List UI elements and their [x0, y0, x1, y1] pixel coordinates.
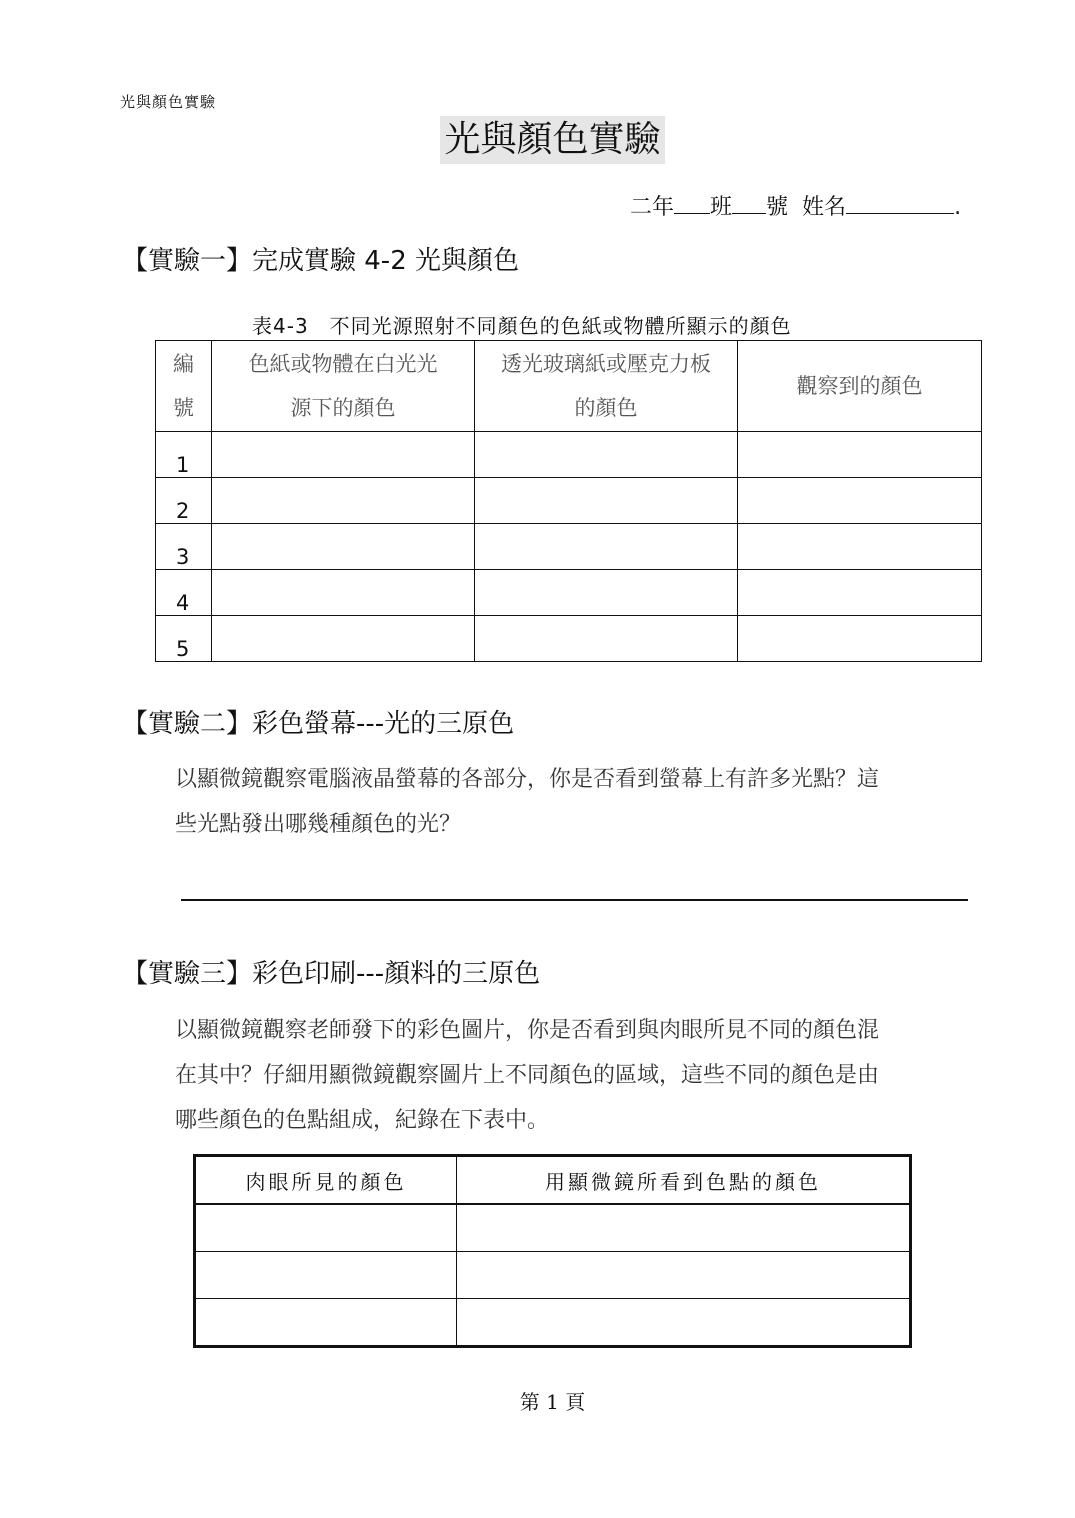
header-cell-observed-color: 觀察到的顏色	[738, 341, 982, 432]
answer-cell[interactable]	[457, 1299, 911, 1347]
document-title: 光與顏色實驗	[440, 116, 664, 164]
answer-cell[interactable]	[195, 1299, 457, 1347]
grade-label: 二年	[630, 195, 675, 220]
color-dot-table	[193, 1154, 912, 1348]
experiment-2-heading: 【實驗二】彩色螢幕---光的三原色	[122, 709, 515, 739]
table-4-3-caption: 表4-3 不同光源照射不同顏色的色紙或物體所顯示的顏色	[252, 314, 792, 338]
number-blank[interactable]	[732, 191, 766, 214]
table-row	[195, 1299, 911, 1347]
answer-line[interactable]	[181, 899, 968, 901]
table-header-row	[156, 341, 982, 432]
question-line: 哪些顏色的色點組成，紀錄在下表中。	[175, 1108, 550, 1133]
answer-cell[interactable]	[195, 1252, 457, 1299]
header-cell-naked-eye-color: 肉眼所見的顏色	[195, 1156, 457, 1205]
row-number: 2	[156, 478, 212, 524]
answer-cell[interactable]	[212, 432, 475, 478]
question-line: 些光點發出哪幾種顏色的光？	[175, 812, 462, 837]
table-row	[156, 524, 982, 570]
table-row	[156, 432, 982, 478]
answer-cell[interactable]	[195, 1204, 457, 1252]
row-number: 1	[156, 432, 212, 478]
table-row	[195, 1204, 911, 1252]
student-info-line	[630, 190, 961, 221]
answer-cell[interactable]	[475, 616, 738, 662]
experiment-3-heading: 【實驗三】彩色印刷---顏料的三原色	[122, 959, 541, 989]
answer-cell[interactable]	[738, 616, 982, 662]
row-number: 3	[156, 524, 212, 570]
table-4-3	[155, 340, 982, 662]
answer-cell[interactable]	[475, 524, 738, 570]
table-row	[156, 616, 982, 662]
row-number: 5	[156, 616, 212, 662]
answer-cell[interactable]	[212, 570, 475, 616]
answer-cell[interactable]	[738, 570, 982, 616]
table-row	[156, 478, 982, 524]
answer-cell[interactable]	[738, 432, 982, 478]
answer-cell[interactable]	[212, 616, 475, 662]
class-label: 班	[710, 195, 733, 220]
table-row	[195, 1252, 911, 1299]
answer-cell[interactable]	[212, 478, 475, 524]
answer-cell[interactable]	[475, 570, 738, 616]
table-header-row	[195, 1156, 911, 1205]
answer-cell[interactable]	[475, 432, 738, 478]
header-cell-white-light-color: 色紙或物體在白光光 源下的顏色	[212, 341, 475, 432]
row-number: 4	[156, 570, 212, 616]
page-number: 第 1 頁	[519, 1390, 586, 1414]
question-line: 以顯微鏡觀察老師發下的彩色圖片，你是否看到與肉眼所見不同的顏色混	[175, 1018, 880, 1043]
answer-cell[interactable]	[457, 1252, 911, 1299]
document-title-container	[0, 116, 1075, 164]
experiment-3-question	[175, 1008, 1005, 1143]
answer-cell[interactable]	[212, 524, 475, 570]
table-row	[156, 570, 982, 616]
name-blank[interactable]	[846, 191, 954, 214]
header-cell-filter-color: 透光玻璃紙或壓克力板 的顏色	[475, 341, 738, 432]
question-line: 以顯微鏡觀察電腦液晶螢幕的各部分，你是否看到螢幕上有許多光點？這	[175, 767, 880, 792]
running-header: 光與顏色實驗	[120, 93, 217, 111]
experiment-2-question	[175, 757, 1005, 847]
question-line: 在其中？仔細用顯微鏡觀察圖片上不同顏色的區域，這些不同的顏色是由	[175, 1063, 880, 1088]
answer-cell[interactable]	[738, 524, 982, 570]
name-label: 姓名	[802, 195, 847, 220]
name-line-end: .	[954, 195, 962, 220]
header-cell-number: 編 號	[156, 341, 212, 432]
header-cell-microscope-dot-color: 用顯微鏡所看到色點的顏色	[457, 1156, 911, 1205]
number-label: 號	[766, 195, 789, 220]
answer-cell[interactable]	[457, 1204, 911, 1252]
experiment-1-heading: 【實驗一】完成實驗 4-2 光與顏色	[122, 246, 519, 276]
class-blank[interactable]	[674, 191, 710, 214]
answer-cell[interactable]	[475, 478, 738, 524]
answer-cell[interactable]	[738, 478, 982, 524]
